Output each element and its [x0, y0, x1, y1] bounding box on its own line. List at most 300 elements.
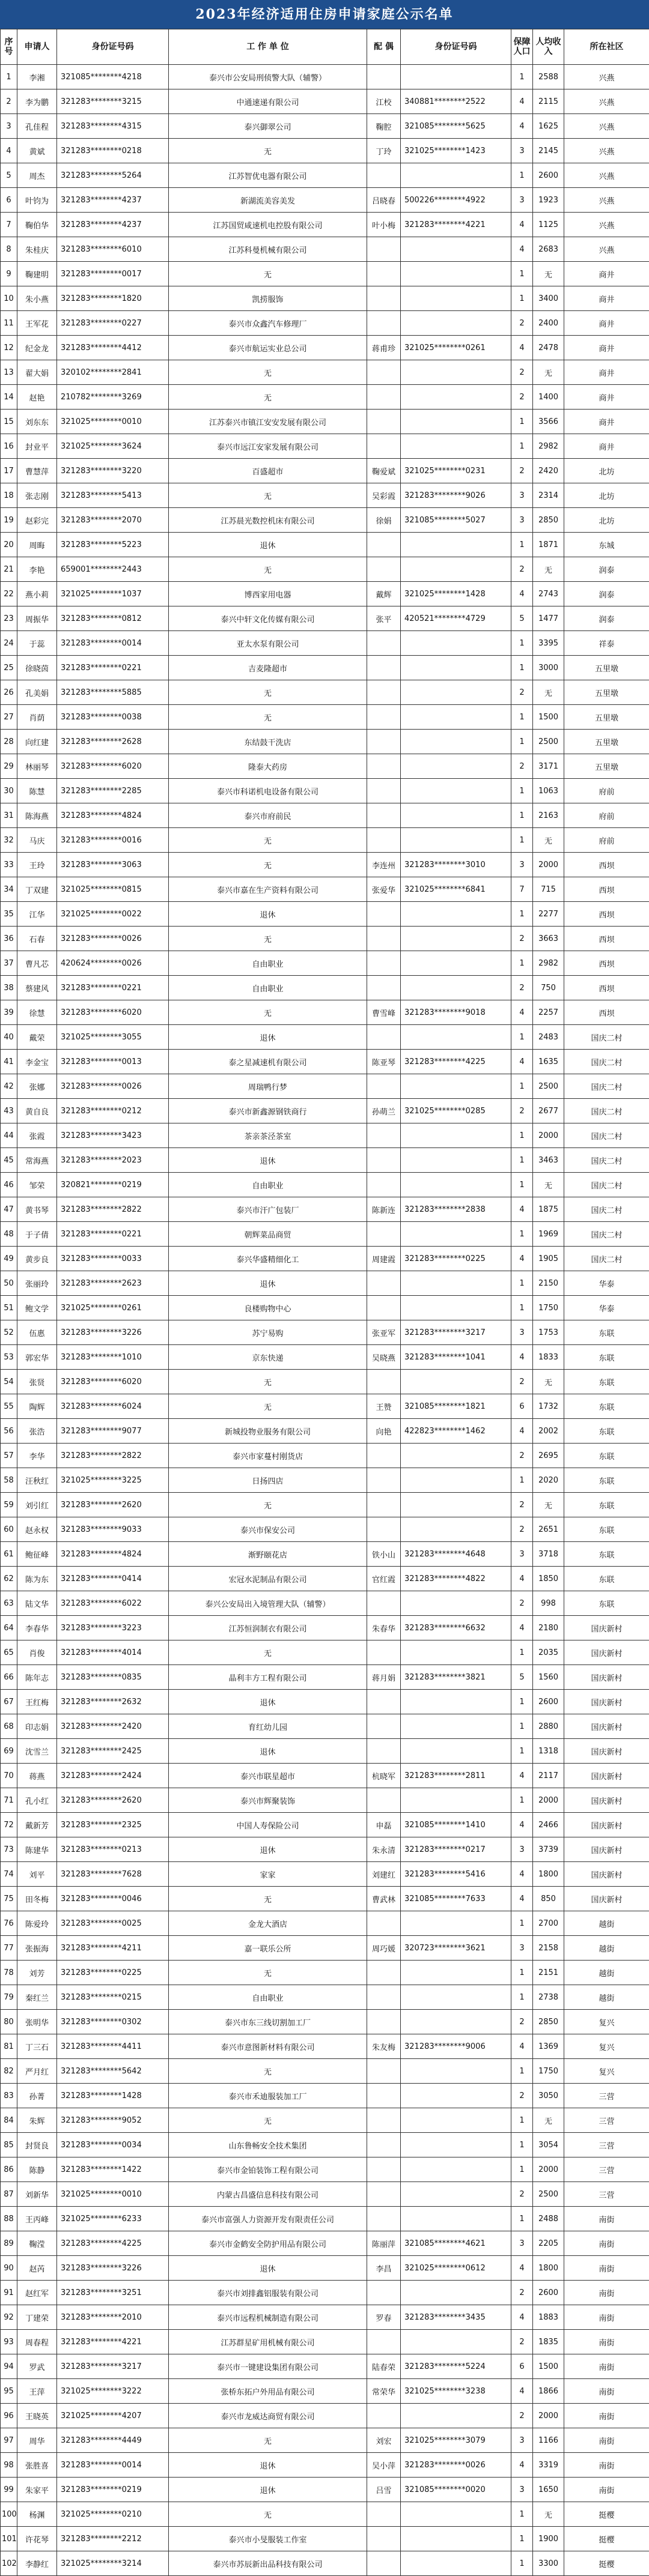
cell-index: 5	[1, 163, 17, 188]
cell-id-number: 321283********0225	[57, 1961, 169, 1985]
cell-household-size: 4	[511, 237, 533, 262]
cell-spouse	[367, 2551, 401, 2576]
cell-employer: 泰兴市金铂装饰工程有限公司	[169, 2157, 367, 2182]
cell-applicant: 李为鹏	[17, 89, 57, 114]
cell-employer: 泰兴中轩文化传媒有限公司	[169, 606, 367, 631]
cell-spouse	[367, 631, 401, 656]
cell-income-per-capita: 2158	[533, 1936, 564, 1961]
cell-income-per-capita: 2500	[533, 730, 564, 754]
cell-household-size: 4	[511, 2379, 533, 2404]
cell-employer: 内蒙古昌盛信息科技有限公司	[169, 2182, 367, 2207]
cell-spouse	[367, 2281, 401, 2305]
cell-id-number: 321025********0010	[57, 2182, 169, 2207]
cell-spouse	[367, 951, 401, 976]
cell-community: 挺樱	[564, 2527, 649, 2551]
cell-income-per-capita: 1871	[533, 533, 564, 557]
cell-spouse-id-number: 321283********3217	[401, 1320, 511, 1345]
cell-household-size: 1	[511, 1173, 533, 1197]
cell-employer: 退休	[169, 1025, 367, 1050]
table-row	[1, 508, 649, 533]
cell-community: 三营	[564, 2084, 649, 2108]
cell-community: 五里墩	[564, 754, 649, 779]
cell-household-size: 1	[511, 2207, 533, 2231]
cell-spouse	[367, 2157, 401, 2182]
cell-applicant: 孔小红	[17, 1788, 57, 1813]
cell-spouse-id-number: 321085********1821	[401, 1394, 511, 1419]
cell-spouse-id-number	[401, 730, 511, 754]
cell-id-number: 321283********0219	[57, 2478, 169, 2502]
cell-applicant: 周晦	[17, 533, 57, 557]
table-row	[1, 1050, 649, 1074]
table-row	[1, 2157, 649, 2182]
cell-spouse: 江校	[367, 89, 401, 114]
cell-community: 西坝	[564, 877, 649, 902]
table-row	[1, 2428, 649, 2453]
table-row	[1, 1419, 649, 1444]
cell-employer: 江苏国贸咸速机电控股有限公司	[169, 213, 367, 237]
cell-index: 45	[1, 1148, 17, 1173]
cell-spouse-id-number: 321283********1041	[401, 1345, 511, 1370]
cell-spouse-id-number	[401, 311, 511, 336]
cell-household-size: 3	[511, 1542, 533, 1567]
cell-spouse-id-number	[401, 1370, 511, 1394]
cell-spouse-id-number	[401, 1444, 511, 1468]
cell-id-number: 321283********3215	[57, 89, 169, 114]
table-row	[1, 1000, 649, 1025]
cell-household-size: 4	[511, 213, 533, 237]
header-applicant: 申请人	[17, 29, 57, 65]
cell-id-number: 321283********0038	[57, 705, 169, 730]
cell-spouse-id-number	[401, 1714, 511, 1739]
table-row	[1, 1394, 649, 1419]
cell-spouse	[367, 1714, 401, 1739]
table-row	[1, 1517, 649, 1542]
cell-community: 三营	[564, 2182, 649, 2207]
cell-id-number: 321025********1037	[57, 582, 169, 606]
cell-community: 国庆二村	[564, 1247, 649, 1271]
cell-spouse	[367, 2330, 401, 2354]
cell-household-size: 2	[511, 1591, 533, 1616]
cell-index: 78	[1, 1961, 17, 1985]
cell-spouse	[367, 1961, 401, 1985]
cell-index: 56	[1, 1419, 17, 1444]
cell-income-per-capita: 2150	[533, 1271, 564, 1296]
cell-id-number: 321283********0213	[57, 1837, 169, 1862]
cell-index: 18	[1, 483, 17, 508]
cell-index: 7	[1, 213, 17, 237]
cell-id-number: 321283********0014	[57, 2453, 169, 2478]
cell-index: 73	[1, 1837, 17, 1862]
cell-household-size: 2	[511, 1517, 533, 1542]
cell-employer: 新城投物业服务有限公司	[169, 1419, 367, 1444]
cell-income-per-capita: 2880	[533, 1714, 564, 1739]
table-row	[1, 2379, 649, 2404]
cell-household-size: 2	[511, 360, 533, 385]
cell-index: 22	[1, 582, 17, 606]
cell-id-number: 659001********2443	[57, 557, 169, 582]
cell-income-per-capita: 无	[533, 557, 564, 582]
cell-applicant: 向红建	[17, 730, 57, 754]
table-row	[1, 1887, 649, 1911]
cell-index: 50	[1, 1271, 17, 1296]
cell-household-size: 1	[511, 705, 533, 730]
cell-spouse-id-number: 321283********5224	[401, 2354, 511, 2379]
cell-applicant: 周华	[17, 2428, 57, 2453]
cell-income-per-capita: 2151	[533, 1961, 564, 1985]
cell-community: 南街	[564, 2207, 649, 2231]
cell-community: 南街	[564, 2478, 649, 2502]
cell-spouse: 铁小山	[367, 1542, 401, 1567]
cell-employer: 泰兴市禾迪服装加工厂	[169, 2084, 367, 2108]
cell-applicant: 鞠建明	[17, 262, 57, 286]
cell-community: 东联	[564, 1468, 649, 1493]
cell-index: 99	[1, 2478, 17, 2502]
cell-spouse-id-number	[401, 1961, 511, 1985]
cell-employer: 渐野颐花店	[169, 1542, 367, 1567]
cell-income-per-capita: 3319	[533, 2453, 564, 2478]
cell-income-per-capita: 850	[533, 1887, 564, 1911]
table-row	[1, 1764, 649, 1788]
cell-spouse-id-number: 320723********3621	[401, 1936, 511, 1961]
cell-spouse	[367, 1493, 401, 1517]
cell-index: 98	[1, 2453, 17, 2478]
cell-income-per-capita: 2163	[533, 803, 564, 828]
cell-applicant: 曹凡芯	[17, 951, 57, 976]
cell-household-size: 4	[511, 1567, 533, 1591]
cell-id-number: 321025********4207	[57, 2404, 169, 2428]
cell-applicant: 李艳	[17, 557, 57, 582]
cell-spouse-id-number	[401, 2404, 511, 2428]
cell-id-number: 321283********5413	[57, 483, 169, 508]
cell-household-size: 1	[511, 1788, 533, 1813]
cell-spouse-id-number	[401, 2059, 511, 2084]
cell-community: 兴燕	[564, 65, 649, 89]
cell-community: 国庆二村	[564, 1050, 649, 1074]
cell-applicant: 孙菁	[17, 2084, 57, 2108]
cell-spouse	[367, 1517, 401, 1542]
cell-id-number: 321283********3223	[57, 1616, 169, 1640]
cell-index: 60	[1, 1517, 17, 1542]
cell-index: 68	[1, 1714, 17, 1739]
cell-employer: 无	[169, 705, 367, 730]
cell-income-per-capita: 2117	[533, 1764, 564, 1788]
cell-community: 东联	[564, 1419, 649, 1444]
cell-household-size: 2	[511, 976, 533, 1000]
cell-community: 越街	[564, 1961, 649, 1985]
cell-income-per-capita: 2600	[533, 163, 564, 188]
cell-spouse: 吕雪	[367, 2478, 401, 2502]
applicant-table	[0, 29, 649, 2576]
cell-applicant: 汪秋红	[17, 1468, 57, 1493]
cell-employer: 江苏科曼机械有限公司	[169, 237, 367, 262]
cell-income-per-capita: 1750	[533, 2059, 564, 2084]
cell-applicant: 李金宝	[17, 1050, 57, 1074]
header-household-size: 保障人口	[511, 29, 533, 65]
table-row	[1, 1271, 649, 1296]
cell-community: 西坝	[564, 902, 649, 927]
cell-applicant: 李湘	[17, 65, 57, 89]
cell-index: 85	[1, 2133, 17, 2157]
cell-spouse-id-number: 321283********3821	[401, 1665, 511, 1690]
cell-community: 国庆二村	[564, 1222, 649, 1247]
table-row	[1, 1099, 649, 1123]
cell-household-size: 2	[511, 557, 533, 582]
cell-spouse	[367, 1985, 401, 2010]
cell-employer: 无	[169, 2108, 367, 2133]
cell-community: 润泰	[564, 557, 649, 582]
cell-applicant: 黄自良	[17, 1099, 57, 1123]
cell-income-per-capita: 2982	[533, 434, 564, 459]
cell-income-per-capita: 998	[533, 1591, 564, 1616]
cell-id-number: 321283********1428	[57, 2084, 169, 2108]
cell-index: 89	[1, 2231, 17, 2256]
cell-index: 74	[1, 1862, 17, 1887]
cell-income-per-capita: 1166	[533, 2428, 564, 2453]
cell-household-size: 3	[511, 188, 533, 213]
table-row	[1, 533, 649, 557]
cell-spouse	[367, 311, 401, 336]
cell-household-size: 1	[511, 286, 533, 311]
cell-community: 东城	[564, 533, 649, 557]
cell-index: 75	[1, 1887, 17, 1911]
cell-id-number: 321283********5223	[57, 533, 169, 557]
cell-employer: 泰兴市远程机械制造有限公司	[169, 2305, 367, 2330]
cell-id-number: 321283********6020	[57, 1000, 169, 1025]
cell-income-per-capita: 无	[533, 1370, 564, 1394]
cell-household-size: 3	[511, 1837, 533, 1862]
cell-income-per-capita: 3000	[533, 656, 564, 680]
cell-applicant: 罗武	[17, 2354, 57, 2379]
cell-spouse-id-number	[401, 2502, 511, 2527]
cell-income-per-capita: 3663	[533, 927, 564, 951]
cell-id-number: 321283********2822	[57, 1444, 169, 1468]
cell-id-number: 321283********3226	[57, 1320, 169, 1345]
cell-employer: 无	[169, 1000, 367, 1025]
cell-spouse-id-number: 321025********0285	[401, 1099, 511, 1123]
cell-index: 26	[1, 680, 17, 705]
table-row	[1, 2182, 649, 2207]
cell-spouse: 周巧媛	[367, 1936, 401, 1961]
cell-id-number: 321283********4411	[57, 2034, 169, 2059]
cell-applicant: 丁建荣	[17, 2305, 57, 2330]
table-row	[1, 483, 649, 508]
cell-id-number: 321283********0221	[57, 1222, 169, 1247]
cell-household-size: 1	[511, 1123, 533, 1148]
table-row	[1, 434, 649, 459]
cell-index: 92	[1, 2305, 17, 2330]
cell-spouse	[367, 1468, 401, 1493]
cell-spouse: 鞠爱斌	[367, 459, 401, 483]
cell-applicant: 周春程	[17, 2330, 57, 2354]
table-row	[1, 311, 649, 336]
cell-employer: 泰兴市公安局刑侦警大队（辅警）	[169, 65, 367, 89]
cell-spouse	[367, 533, 401, 557]
cell-community: 国庆新村	[564, 1616, 649, 1640]
cell-community: 越街	[564, 1911, 649, 1936]
cell-applicant: 徐慧	[17, 1000, 57, 1025]
cell-spouse-id-number: 500226********4922	[401, 188, 511, 213]
cell-income-per-capita: 2000	[533, 853, 564, 877]
cell-applicant: 王玲	[17, 853, 57, 877]
cell-spouse-id-number	[401, 976, 511, 1000]
cell-employer: 泰兴市金鹤安全防护用品有限公司	[169, 2231, 367, 2256]
cell-household-size: 2	[511, 927, 533, 951]
cell-income-per-capita: 2743	[533, 582, 564, 606]
cell-spouse	[367, 1444, 401, 1468]
cell-employer: 无	[169, 262, 367, 286]
cell-spouse	[367, 1640, 401, 1665]
cell-employer: 退休	[169, 1690, 367, 1714]
cell-community: 兴燕	[564, 188, 649, 213]
cell-community: 南街	[564, 2231, 649, 2256]
cell-household-size: 2	[511, 1370, 533, 1394]
cell-spouse	[367, 1739, 401, 1764]
cell-spouse-id-number	[401, 2084, 511, 2108]
cell-index: 82	[1, 2059, 17, 2084]
cell-employer: 泰兴华盛精细化工	[169, 1247, 367, 1271]
cell-income-per-capita: 2500	[533, 2182, 564, 2207]
cell-applicant: 黄书琴	[17, 1197, 57, 1222]
table-row	[1, 1911, 649, 1936]
cell-id-number: 321283********1010	[57, 1345, 169, 1370]
cell-household-size: 1	[511, 2551, 533, 2576]
table-row	[1, 2281, 649, 2305]
cell-applicant: 张振海	[17, 1936, 57, 1961]
cell-spouse-id-number: 321283********9018	[401, 1000, 511, 1025]
cell-community: 五里墩	[564, 680, 649, 705]
cell-household-size: 1	[511, 803, 533, 828]
cell-employer: 苏宁易购	[169, 1320, 367, 1345]
cell-household-size: 3	[511, 2428, 533, 2453]
cell-household-size: 2	[511, 1444, 533, 1468]
cell-employer: 泰之星减速机有限公司	[169, 1050, 367, 1074]
cell-index: 12	[1, 336, 17, 360]
cell-employer: 自由职业	[169, 951, 367, 976]
cell-income-per-capita: 2500	[533, 1074, 564, 1099]
table-row	[1, 1370, 649, 1394]
cell-spouse: 刘宏	[367, 2428, 401, 2453]
cell-index: 96	[1, 2404, 17, 2428]
cell-spouse: 申磊	[367, 1813, 401, 1837]
cell-spouse-id-number: 321025********0612	[401, 2256, 511, 2281]
cell-spouse-id-number	[401, 927, 511, 951]
cell-income-per-capita: 2205	[533, 2231, 564, 2256]
table-row	[1, 2034, 649, 2059]
cell-applicant: 孔美娟	[17, 680, 57, 705]
cell-id-number: 321283********0013	[57, 1050, 169, 1074]
cell-spouse-id-number	[401, 385, 511, 410]
cell-employer: 京东快递	[169, 1345, 367, 1370]
cell-index: 97	[1, 2428, 17, 2453]
cell-employer: 茶亲茶泾茶室	[169, 1123, 367, 1148]
cell-id-number: 321025********3214	[57, 2551, 169, 2576]
cell-community: 东联	[564, 1444, 649, 1468]
cell-community: 国庆二村	[564, 1099, 649, 1123]
cell-applicant: 张霞	[17, 1123, 57, 1148]
cell-spouse-id-number	[401, 2551, 511, 2576]
cell-community: 南街	[564, 2428, 649, 2453]
table-row	[1, 779, 649, 803]
cell-employer: 无	[169, 828, 367, 853]
cell-applicant: 蔡建风	[17, 976, 57, 1000]
cell-spouse-id-number	[401, 434, 511, 459]
cell-community: 东联	[564, 1370, 649, 1394]
cell-household-size: 1	[511, 1985, 533, 2010]
cell-index: 93	[1, 2330, 17, 2354]
cell-income-per-capita: 2466	[533, 1813, 564, 1837]
cell-applicant: 秦红兰	[17, 1985, 57, 2010]
cell-spouse-id-number	[401, 163, 511, 188]
cell-community: 商井	[564, 360, 649, 385]
cell-community: 商井	[564, 410, 649, 434]
cell-household-size: 4	[511, 1345, 533, 1370]
cell-id-number: 321283********4221	[57, 2330, 169, 2354]
cell-income-per-capita: 750	[533, 976, 564, 1000]
cell-employer: 无	[169, 360, 367, 385]
cell-index: 79	[1, 1985, 17, 2010]
table-row	[1, 1591, 649, 1616]
cell-household-size: 1	[511, 1468, 533, 1493]
cell-spouse: 徐娟	[367, 508, 401, 533]
cell-id-number: 321283********6010	[57, 237, 169, 262]
cell-spouse: 吴小萍	[367, 2453, 401, 2478]
cell-applicant: 翟大娟	[17, 360, 57, 385]
table-row	[1, 360, 649, 385]
cell-applicant: 陈建华	[17, 1837, 57, 1862]
cell-community: 东联	[564, 1394, 649, 1419]
cell-spouse: 向艳	[367, 1419, 401, 1444]
cell-index: 28	[1, 730, 17, 754]
cell-employer: 自由职业	[169, 1985, 367, 2010]
cell-spouse-id-number	[401, 656, 511, 680]
cell-id-number: 321283********9033	[57, 1517, 169, 1542]
cell-spouse	[367, 1148, 401, 1173]
cell-income-per-capita: 无	[533, 2108, 564, 2133]
table-row	[1, 951, 649, 976]
cell-index: 46	[1, 1173, 17, 1197]
cell-id-number: 321283********9077	[57, 1419, 169, 1444]
cell-community: 商井	[564, 286, 649, 311]
cell-employer: 泰兴市府前民	[169, 803, 367, 828]
cell-employer: 退休	[169, 533, 367, 557]
cell-spouse	[367, 65, 401, 89]
cell-spouse	[367, 779, 401, 803]
cell-id-number: 321283********6024	[57, 1394, 169, 1419]
cell-index: 83	[1, 2084, 17, 2108]
cell-spouse: 陆春荣	[367, 2354, 401, 2379]
cell-spouse-id-number: 420521********4729	[401, 606, 511, 631]
cell-spouse-id-number: 321025********0261	[401, 336, 511, 360]
cell-community: 府前	[564, 803, 649, 828]
cell-spouse: 杭晓军	[367, 1764, 401, 1788]
table-row	[1, 1739, 649, 1764]
cell-index: 36	[1, 927, 17, 951]
cell-spouse	[367, 705, 401, 730]
cell-index: 15	[1, 410, 17, 434]
cell-applicant: 于蕊	[17, 631, 57, 656]
table-row	[1, 631, 649, 656]
cell-income-per-capita: 2850	[533, 508, 564, 533]
cell-spouse-id-number	[401, 2108, 511, 2133]
cell-income-per-capita: 2982	[533, 951, 564, 976]
cell-community: 国庆新村	[564, 1714, 649, 1739]
table-row	[1, 237, 649, 262]
cell-spouse-id-number	[401, 779, 511, 803]
cell-household-size: 4	[511, 1419, 533, 1444]
cell-income-per-capita: 无	[533, 680, 564, 705]
cell-income-per-capita: 1732	[533, 1394, 564, 1419]
cell-employer: 无	[169, 927, 367, 951]
